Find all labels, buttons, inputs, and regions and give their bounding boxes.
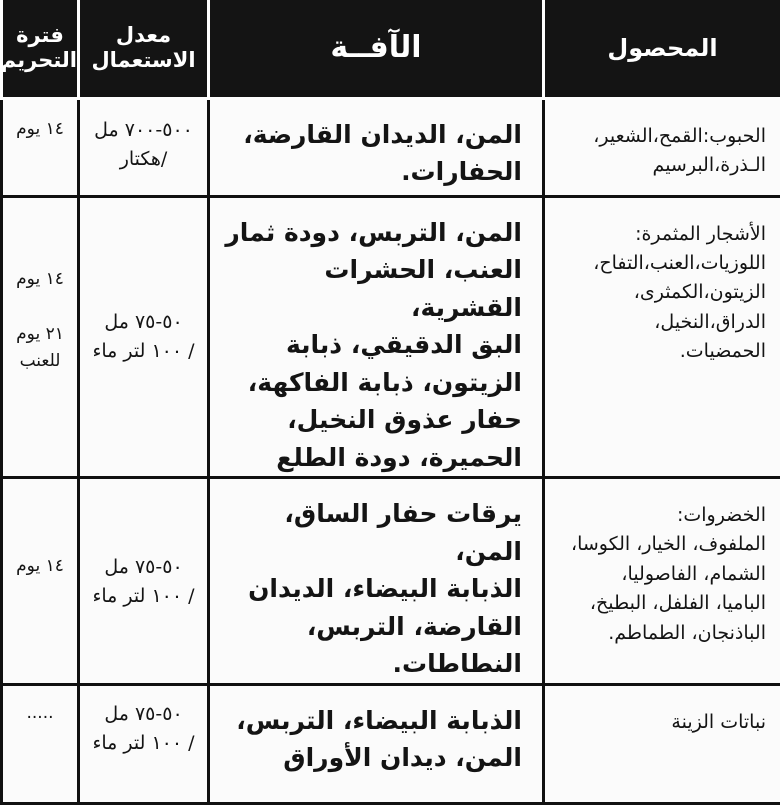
crop-text: الباميا، الفلفل، البطيخ، [551, 589, 766, 618]
pest-cell [209, 684, 544, 803]
phi-text: للعنب [7, 348, 73, 375]
rate-cell [79, 196, 209, 478]
header-rate [79, 0, 209, 98]
pest-text: الحميرة، دودة الطلع [220, 439, 522, 477]
header-phi [2, 0, 79, 98]
crop-text: الشمام، الفاصوليا، [551, 560, 766, 589]
phi-cell [2, 196, 79, 478]
pest-text: المن، التربس، دودة ثمار [220, 214, 522, 252]
crop-cell [544, 196, 780, 478]
header-crop-label: المحصول [545, 34, 780, 63]
crop-text: الـذرة،البرسيم [551, 151, 766, 180]
pest-text: حفار عذوق النخيل، [220, 401, 522, 439]
table-header-row [2, 0, 780, 98]
phi-text: ١٤ يوم [7, 553, 73, 580]
pest-text: النطاطات. [220, 645, 522, 683]
rate-cell [79, 478, 209, 685]
header-pest [209, 0, 544, 98]
crop-text: نباتات الزينة [551, 708, 766, 737]
crop-text: الحمضيات. [551, 337, 766, 366]
rate-text: ٥٠-٧٥ مل [88, 700, 199, 729]
header-rate-line2: الاستعمال [80, 48, 207, 73]
crop-text: الدراق،النخيل، [551, 308, 766, 337]
pest-text: الزيتون، ذبابة الفاكهة، [220, 364, 522, 402]
pest-text: الذبابة البيضاء، التربس، [220, 702, 522, 740]
pest-text: المن، ديدان الأوراق [220, 739, 522, 777]
rate-text: /هكتار [88, 145, 199, 174]
pest-text: القارضة، التربس، [220, 608, 522, 646]
phi-text: ١٤ يوم [7, 116, 73, 143]
phi-text: ١٤ يوم [7, 266, 73, 293]
phi-cell [2, 684, 79, 803]
pest-text: البق الدقيقي، ذبابة [220, 326, 522, 364]
table-row [2, 98, 780, 196]
header-rate-line1: معدل [80, 23, 207, 48]
rate-text: ٥٠-٧٥ مل [88, 308, 199, 337]
pest-cell [209, 196, 544, 478]
pest-text: الحفارات. [220, 153, 522, 191]
rate-text: ٥٠-٧٥ مل [88, 553, 199, 582]
crop-text: الحبوب:القمح،الشعير، [551, 122, 766, 151]
phi-text: ..... [7, 700, 73, 727]
rate-text: / ١٠٠ لتر ماء [88, 337, 199, 366]
rate-text: / ١٠٠ لتر ماء [88, 582, 199, 611]
phi-cell [2, 478, 79, 685]
crop-text: الزيتون،الكمثرى، [551, 278, 766, 307]
pest-cell [209, 98, 544, 196]
pest-text: العنب، الحشرات القشرية، [220, 251, 522, 326]
table-row [2, 684, 780, 803]
table-row [2, 196, 780, 478]
crop-text: الباذنجان، الطماطم. [551, 619, 766, 648]
rate-text: / ١٠٠ لتر ماء [88, 729, 199, 758]
header-pest-label: الآفــة [210, 30, 542, 66]
crop-text: الخضروات: [551, 501, 766, 530]
crop-cell [544, 684, 780, 803]
crop-text: الملفوف، الخيار، الكوسا، [551, 530, 766, 559]
pest-text: يرقات حفار الساق، المن، [220, 495, 522, 570]
rate-cell [79, 684, 209, 803]
pest-text: المن، الديدان القارضة، [220, 116, 522, 154]
header-phi-line1: فترة [3, 23, 77, 48]
header-crop [544, 0, 780, 98]
phi-cell [2, 98, 79, 196]
table-row [2, 478, 780, 685]
pest-cell [209, 478, 544, 685]
rate-text: ٥٠٠-٧٠٠ مل [88, 116, 199, 145]
crop-cell [544, 478, 780, 685]
crop-text: الأشجار المثمرة: [551, 220, 766, 249]
pest-text: الذبابة البيضاء، الديدان [220, 570, 522, 608]
crop-text: اللوزيات،العنب،التفاح، [551, 249, 766, 278]
header-phi-line2: التحريم [3, 48, 77, 73]
phi-text: ٢١ يوم [7, 321, 73, 348]
rate-cell [79, 98, 209, 196]
crop-cell [544, 98, 780, 196]
